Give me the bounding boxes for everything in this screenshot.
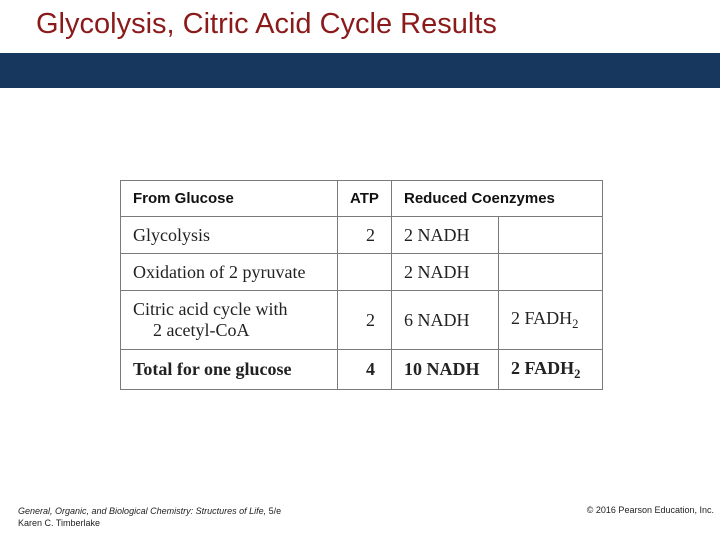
- row-label: Oxidation of 2 pyruvate: [121, 254, 338, 291]
- title-bar: [0, 53, 720, 88]
- table-header-row: [121, 181, 603, 217]
- fadh2-text: 2 FADH: [511, 357, 575, 378]
- table-row: [121, 291, 603, 350]
- row-nadh: 2 NADH: [392, 217, 499, 254]
- fadh2-text: 2 FADH: [511, 308, 573, 329]
- coenzyme-table: [120, 180, 603, 390]
- row-nadh: 2 NADH: [392, 254, 499, 291]
- row-atp: [338, 254, 392, 291]
- table-row: [121, 254, 603, 291]
- row-nadh: 6 NADH: [392, 291, 499, 350]
- footer-copyright: © 2016 Pearson Education, Inc.: [586, 505, 714, 515]
- fadh2-subscript: 2: [574, 366, 581, 381]
- row-label-continued: 2 acetyl-CoA: [153, 320, 250, 340]
- fadh2-subscript: 2: [572, 316, 579, 331]
- row-label: Citric acid cycle with: [133, 299, 288, 319]
- footer-citation: [18, 505, 281, 529]
- total-fadh2: [499, 350, 603, 390]
- footer-edition: 5/e: [268, 506, 282, 516]
- footer-author: Karen C. Timberlake: [18, 518, 101, 528]
- row-atp: 2: [338, 217, 392, 254]
- table-row: [121, 217, 603, 254]
- row-label: Glycolysis: [121, 217, 338, 254]
- row-label-cell: [121, 291, 338, 350]
- total-label: Total for one glucose: [121, 350, 338, 390]
- footer-book-title: General, Organic, and Biological Chemistry: Structures of Life,: [18, 506, 267, 516]
- row-atp: 2: [338, 291, 392, 350]
- total-row: [121, 350, 603, 390]
- slide-title: Glycolysis, Citric Acid Cycle Results: [36, 8, 497, 40]
- total-atp: 4: [338, 350, 392, 390]
- total-nadh: 10 NADH: [392, 350, 499, 390]
- header-from-glucose: From Glucose: [121, 181, 338, 217]
- row-fadh2: [499, 217, 603, 254]
- row-fadh2: [499, 291, 603, 350]
- row-fadh2: [499, 254, 603, 291]
- header-atp: ATP: [338, 181, 392, 217]
- header-reduced-coenzymes: Reduced Coenzymes: [392, 181, 603, 217]
